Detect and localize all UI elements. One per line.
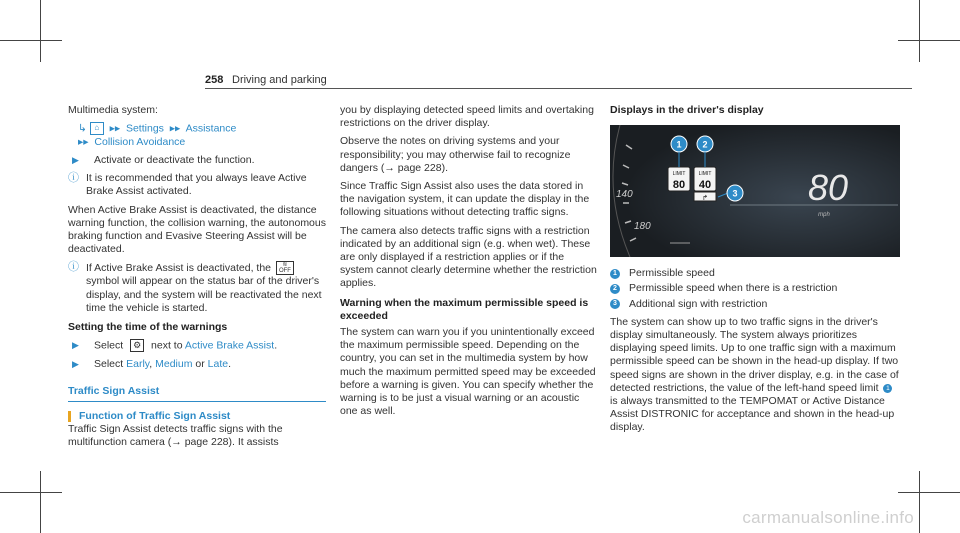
- gauge-label-140: 140: [616, 189, 633, 201]
- number-badge: 2: [610, 284, 620, 294]
- paragraph: The camera also detects traffic signs with a restriction indicated by an additional sign (e.g. when wet). These are only displayed if a restriction applies or if the system cannot clearly determine whether the restriction applies.: [340, 224, 597, 290]
- driver-display-image: [610, 125, 900, 257]
- paragraph: you by displaying detected speed limits and overtaking restrictions on the driver display.: [340, 104, 594, 130]
- subsection-marker: [68, 411, 71, 422]
- note-recommend: ⓘ It is recommended that you always leave Active Brake Assist activated.: [68, 172, 307, 198]
- watermark: carmanualsonline.info: [742, 508, 914, 527]
- rain-icon: ↱: [702, 195, 708, 203]
- menu-label: Multimedia system:: [68, 104, 158, 116]
- driver-display-graphic: [610, 125, 900, 257]
- chevron-right-icon: ▸▸: [166, 122, 184, 135]
- paragraph: Observe the notes on driving systems and your responsibility; you may otherwise fail to recognize dangers (→ page 228).: [340, 135, 571, 174]
- limit-sign-2-value: 40: [698, 179, 712, 192]
- info-icon: ⓘ: [68, 261, 79, 274]
- column-2: [340, 104, 598, 423]
- path-arrow-icon: ↳: [78, 122, 87, 135]
- column-1: [68, 104, 326, 455]
- limit-sign-1-value: 80: [672, 179, 686, 192]
- chapter-title: Driving and parking: [232, 74, 327, 86]
- heading-warning: Warning when the maximum permissible speed is exceeded: [340, 296, 589, 322]
- paragraph-tsa: Traffic Sign Assist detects traffic signs with the multifunction camera (→ page 228). It assists: [68, 423, 283, 449]
- list-item: 3 Additional sign with restriction: [610, 298, 900, 311]
- link-active-brake-assist[interactable]: Active Brake Assist: [184, 339, 275, 352]
- note-symbol: ⓘ If Active Brake Assist is deactivated, the ≋ OFF symbol will appear on the status bar of the driver's display, and the system will be reactivated the next time the vehicle is started.: [68, 261, 322, 314]
- limit-sign-1-label: LIMIT: [672, 171, 686, 178]
- gauge-label-180: 180: [634, 221, 651, 233]
- number-badge: 1: [610, 269, 620, 279]
- crop-mark: [919, 471, 920, 533]
- step-arrow-icon: ▶: [72, 340, 79, 351]
- column-3: [610, 104, 900, 440]
- crop-mark: [40, 471, 41, 533]
- display-background: [610, 125, 900, 257]
- paragraph: The system can warn you if you unintentionally exceed the maximum permissible speed. Depending on the country, you can set in the multimedia system by how much the maximum permitted speed may be exceeded before a warning is given. You can specify whether the warning is to be just a visual warning or an acoustic one as well.: [340, 326, 596, 418]
- brake-assist-off-icon: ≋ OFF: [276, 261, 294, 275]
- option-medium[interactable]: Medium: [155, 357, 193, 370]
- crop-mark: [40, 0, 41, 62]
- list-item: 1 Permissible speed: [610, 267, 900, 280]
- heading-time-warnings: Setting the time of the warnings: [68, 320, 228, 333]
- option-early[interactable]: Early: [126, 357, 150, 370]
- crop-mark: [898, 40, 960, 41]
- current-speed: 80: [807, 167, 849, 209]
- subsection-title: Function of Traffic Sign Assist: [68, 410, 326, 423]
- crop-mark: [0, 492, 62, 493]
- menu-path: [68, 122, 326, 149]
- page-number: 258: [205, 74, 224, 86]
- info-icon: ⓘ: [68, 172, 79, 185]
- svg-text:3: 3: [732, 188, 738, 199]
- step-activate: ▶ Activate or deactivate the function.: [68, 154, 326, 167]
- crop-mark: [898, 492, 960, 493]
- heading-displays: Displays in the driver's display: [610, 104, 764, 116]
- gear-icon[interactable]: ⚙: [130, 339, 144, 352]
- paragraph-deactivated: When Active Brake Assist is deactivated, the distance warning function, the collision warning, the autonomous braking function and Evasive Steering Assist will be deactivated.: [68, 203, 326, 256]
- path-collision-avoidance[interactable]: Collision Avoidance: [94, 135, 186, 148]
- chevron-right-icon: ▸▸: [78, 135, 92, 148]
- number-badge: 3: [610, 299, 620, 309]
- option-late[interactable]: Late: [207, 357, 229, 370]
- legend-list: [610, 267, 900, 311]
- step-arrow-icon: ▶: [72, 154, 79, 165]
- chevron-right-icon: ▸▸: [106, 122, 124, 135]
- svg-text:2: 2: [702, 139, 708, 150]
- number-badge: 1: [883, 384, 892, 393]
- crop-mark: [919, 0, 920, 62]
- paragraph: Since Traffic Sign Assist also uses the data stored in the navigation system, it can update the display in the following situations without detecting traffic signs.: [340, 180, 590, 219]
- header-rule: [205, 88, 912, 89]
- paragraph-display: The system can show up to two traffic signs in the driver's display simultaneously. The system always prioritizes displaying speed limits. Up to one traffic sign with a maximum permissible speed can be shown in the head-up display. If two speed signs are shown in the driver display, e.g. in the case of detected restrictions, the value of the left-hand speed limit 1 is always transmitted to the TEMPOMAT or Active Distance Assist DISTRONIC for acceptance and shown in the head-up display.: [610, 315, 899, 434]
- list-item: 2 Permissible speed when there is a restriction: [610, 282, 900, 295]
- home-icon[interactable]: ⌂: [90, 122, 104, 135]
- svg-text:1: 1: [676, 139, 682, 150]
- step-select-gear: ▶ Select ⚙ next to Active Brake Assist.: [68, 339, 326, 352]
- step-select-timing: ▶ Select Early, Medium or Late.: [68, 358, 326, 371]
- path-settings[interactable]: Settings: [125, 122, 164, 135]
- limit-sign-2-label: LIMIT: [698, 171, 712, 178]
- step-arrow-icon: ▶: [72, 358, 79, 369]
- crop-mark: [0, 40, 62, 41]
- section-title: Traffic Sign Assist: [68, 385, 326, 402]
- speed-unit: mph: [818, 212, 830, 219]
- path-assistance[interactable]: Assistance: [185, 122, 237, 135]
